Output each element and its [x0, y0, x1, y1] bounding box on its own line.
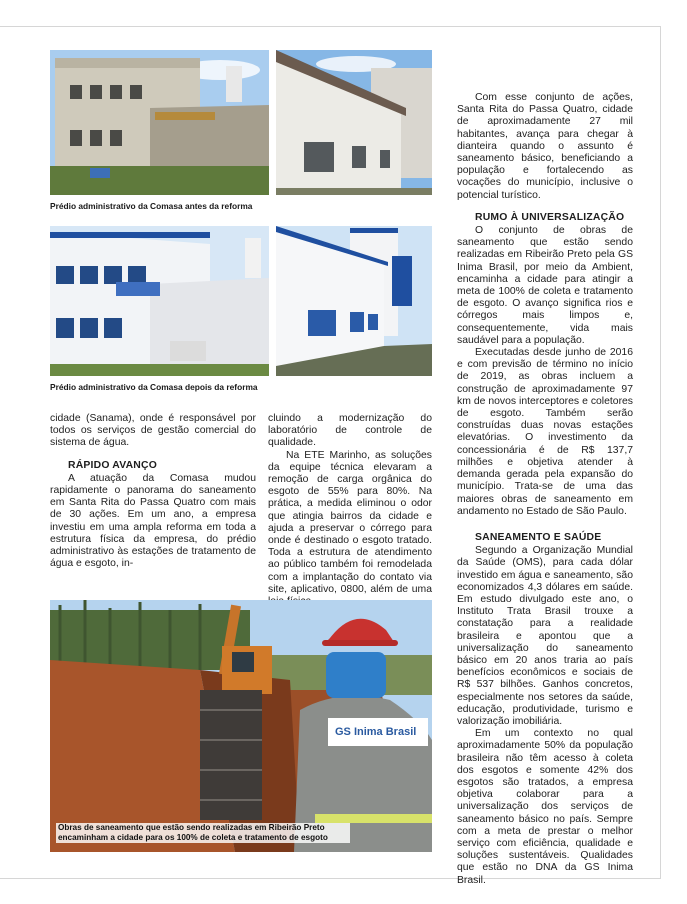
paragraph: Em um contexto no qual aproximadamente 50% da população brasileira não têm acesso à coleta dos esgotos e somente 42% dos esgotos são tratados, a empresa objetiva colaborar para a universalização dos serviços de saneamento básico no país. Sempre com a meta de prestar o melhor serviço com eficiência, qualidade e soluções sustentáveis. Qualidades que estão no DNA da GS Inima Brasil. — [457, 728, 633, 886]
section-heading-rumo-universalizacao: RUMO À UNIVERSALIZAÇÃO — [475, 211, 625, 223]
section-heading-rapido-avanco: RÁPIDO AVANÇO — [68, 459, 157, 471]
photo-building-before-1 — [50, 50, 269, 195]
paragraph: O conjunto de obras de saneamento que estão sendo realizadas em Ribeirão Preto pela GS Inima Brasil, por meio da Ambient, encaminha a cidade para atingir a meta de 100% de coleta e tratamento de esgoto. O avanço significa rios e córregos mais limpos e, consequentemente, vida mais saudável para a população. — [457, 225, 633, 346]
page-border-top — [0, 26, 660, 27]
text-column-2 — [268, 413, 432, 608]
paragraph: Na ETE Marinho, as soluções da equipe técnica elevaram a remoção de carga orgânica do esgoto de 55% para 80%. Na prática, a medida eliminou o odor que atingia bairros da cidade e ajuda a preservar o córrego para onde é destinado o esgoto tratado. Toda a estrutura de atendimento ao público também foi remodelada com a implantação do contato via site, aplicativo, 0800, além de uma — [268, 449, 432, 595]
paragraph: Com esse conjunto de ações, Santa Rita do Passa Quatro, cidade de aproximadamente 27 mil habitantes, avança para chegar à dianteira quando o assunto é saneamento básico, beneficiando a população e fortalecendo as vocações do município, inclusive o potencial turístico. — [457, 92, 633, 201]
paragraph: cidade (Sanama), onde é responsável por todos os serviços de gestão comercial do sistema de água. — [50, 413, 256, 449]
photo-sanitation-works — [50, 600, 432, 852]
section-heading-saneamento-saude: SANEAMENTO E SAÚDE — [475, 531, 602, 543]
paragraph: Executadas desde junho de 2016 e com previsão de término no início de 2019, as obras incluem a construção de aproximadamente 97 km de novos interceptores e coletores de esgoto. Também serão construídas duas novas estações elevatórias. O investimento da concessionária é de R$ 137,7 milhões e objetiva atender à demanda gerada pela expansão do município. Trata-se de uma das maiores obras de saneamento em andamento no Estado de São Paulo. — [457, 347, 633, 517]
text-column-1 — [50, 413, 256, 570]
page-border-right — [660, 26, 661, 878]
caption-works: Obras de saneamento que estão sendo realizadas em Ribeirão Preto encaminham a cidade para os 100% de coleta e tratamento de esgoto — [56, 823, 350, 843]
photo-building-after-1 — [50, 226, 269, 376]
text-column-3 — [457, 92, 633, 887]
photo-building-before-2 — [276, 50, 432, 195]
paragraph: Segundo a Organização Mundial da Saúde (OMS), para cada dólar investido em água e saneamento, são economizados 4,3 dólares em saúde. Em estudo divulgado este ano, o Instituto Trata Brasil trouxe a constatação para a realidade brasileira e apontou que a universalização do saneamento básico em 20 anos traria ao país benefícios econômicos e sociais de R$ 537 bilhões. Ganhos concretos, especialmente nos setores da saúde, educação, produtividade, turismo e valorização imobiliária. — [457, 545, 633, 727]
paragraph: A atuação da Comasa mudou rapidamente o panorama do saneamento em Santa Rita do Passa Quatro com mais de 30 ações. Em um ano, a empresa investiu em uma ampla reforma em toda a estrutura física da empresa, do prédio administrativo às estações de tratamento de água e esgoto, in- — [50, 472, 256, 570]
caption-before: Prédio administrativo da Comasa antes da reforma — [50, 201, 253, 211]
vest-logo-text: GS Inima Brasil — [335, 726, 417, 738]
caption-after: Prédio administrativo da Comasa depois da reforma — [50, 382, 258, 392]
paragraph: cluindo a modernização do laboratório de controle de qualidade. — [268, 413, 432, 449]
photo-building-after-2 — [276, 226, 432, 376]
